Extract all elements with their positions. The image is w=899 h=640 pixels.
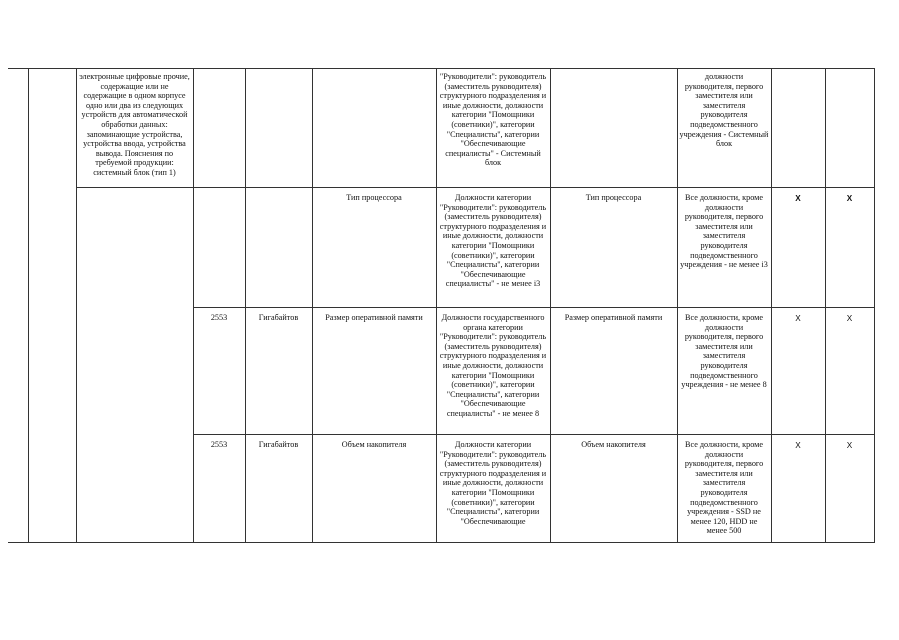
table-row [8,188,874,308]
mark-cell: X [825,188,874,308]
mark-cell: X [771,188,825,308]
blank-cell [8,69,28,543]
value-cell: Все должности, кроме должности руководителя, первого заместителя или заместителя руководителя подведомственного учреждения - не менее 8 [677,308,771,435]
blank-cell [28,69,76,543]
characteristic2-cell: Размер оперативной памяти [550,308,677,435]
product-description-cell [76,188,193,543]
unit-cell [245,188,312,308]
code-cell [193,69,245,188]
product-description-cell: электронные цифровые прочие, содержащие или не содержащие в одном корпусе одно или два из следующих устройств для автоматической обработки данных: запоминающие устройства, устройства ввода, устройства вывода. Пояснения по требуемой продукции: системный блок (тип 1) [76,69,193,188]
value-cell: должности руководителя, первого заместителя или заместителя руководителя подведомственного учреждения - Системный блок [677,69,771,188]
code-cell: 2553 [193,435,245,543]
characteristic-cell: Объем накопителя [312,435,436,543]
characteristic-cell [312,69,436,188]
characteristic-cell: Размер оперативной памяти [312,308,436,435]
characteristic-cell: Тип процессора [312,188,436,308]
mark-cell: X [825,435,874,543]
characteristic2-cell [550,69,677,188]
value-cell: Все должности, кроме должности руководителя, первого заместителя или заместителя руководителя подведомственного учреждения - не менее i3 [677,188,771,308]
value-cell: Все должности, кроме должности руководителя, первого заместителя или заместителя руководителя подведомственного учреждения - SSD не менее 120, HDD не менее 500 [677,435,771,543]
mark-cell: X [771,308,825,435]
mark-cell [771,69,825,188]
characteristic2-cell: Объем накопителя [550,435,677,543]
unit-cell: Гигабайтов [245,308,312,435]
code-cell [193,188,245,308]
positions-cell: Должности государственного органа категории "Руководители": руководитель (заместитель руководителя) структурного подразделения и иные должности, должности категории "Помощники (советники)", категории "Специалисты", категории "Обеспечивающие специалисты" - не менее 8 [436,308,550,435]
positions-cell: Должности категории "Руководители": руководитель (заместитель руководителя) структурного подразделения и иные должности, должности категории "Помощники (советники)", категории "Специалисты", категории "Обеспечивающие специалисты" - не менее i3 [436,188,550,308]
positions-cell: "Руководители": руководитель (заместитель руководителя) структурного подразделения и иные должности, должности категории "Помощники (советники)", категории "Специалисты", категории "Обеспечивающие специалисты" - Системный блок [436,69,550,188]
mark-cell [825,69,874,188]
mark-cell: X [825,308,874,435]
unit-cell: Гигабайтов [245,435,312,543]
unit-cell [245,69,312,188]
mark-cell: X [771,435,825,543]
positions-cell: Должности категории "Руководители": руководитель (заместитель руководителя) структурного подразделения и иные должности, должности категории "Помощники (советники)", категории "Специалисты", категории "Обеспечивающие [436,435,550,543]
characteristic2-cell: Тип процессора [550,188,677,308]
code-cell: 2553 [193,308,245,435]
requirements-table [8,68,875,543]
table-row [8,69,874,188]
